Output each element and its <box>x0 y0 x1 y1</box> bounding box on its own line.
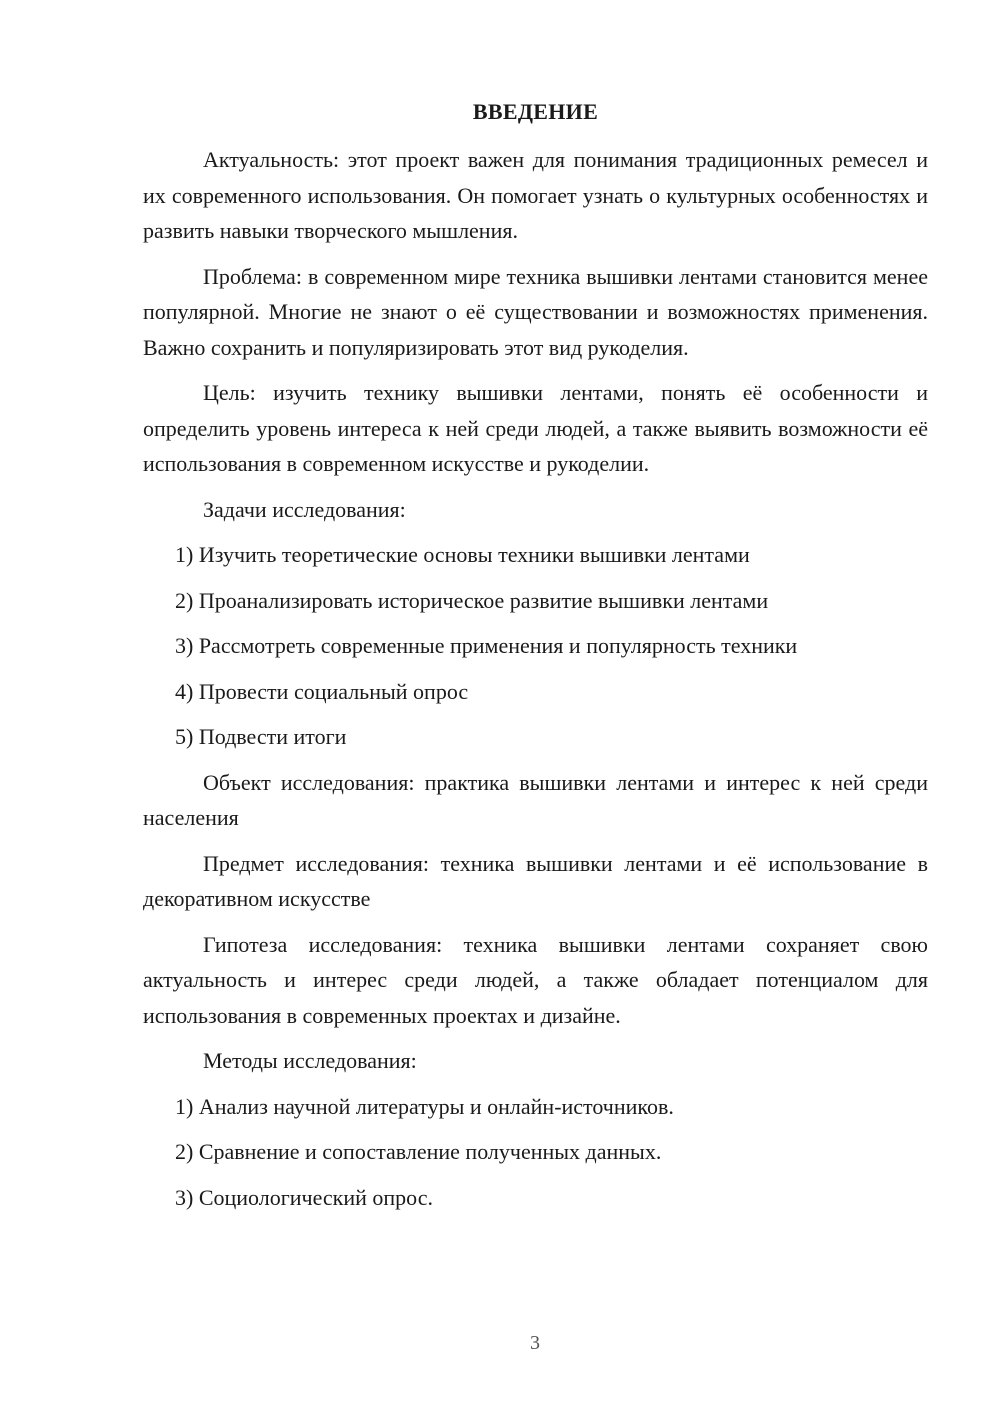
task-item: 5) Подвести итоги <box>175 724 347 749</box>
task-item: 4) Провести социальный опрос <box>175 678 469 704</box>
subject-paragraph: Предмет исследования: техника вышивки лентами и её использование в декоративном искусстве <box>143 850 928 911</box>
methods-label: Методы исследования: <box>203 1048 417 1073</box>
goal-paragraph: Цель: изучить технику вышивки лентами, понять её особенности и определить уровень интереса к ней среди людей, а также выявить возможности её использования в современном искусстве и рукоделии. <box>143 380 928 476</box>
hypothesis-paragraph: Гипотеза исследования: техника вышивки лентами сохраняет свою актуальность и интерес среди людей, а также обладает потенциалом для использования в современных проектах и дизайне. <box>143 931 928 1028</box>
method-item: 3) Социологический опрос. <box>175 1184 433 1210</box>
problem-paragraph: Проблема: в современном мире техника вышивки лентами становится менее популярной. Многие не знают о её существовании и возможностях применения. Важно сохранить и популяризировать этот вид рукоделия. <box>143 263 928 360</box>
page-title: ВВЕДЕНИЕ <box>472 99 599 124</box>
tasks-label: Задачи исследования: <box>203 496 406 522</box>
object-paragraph: Объект исследования: практика вышивки лентами и интерес к ней среди населения <box>143 769 928 830</box>
document-page <box>143 94 928 1225</box>
method-item: 1) Анализ научной литературы и онлайн-источников. <box>175 1093 674 1119</box>
task-item: 1) Изучить теоретические основы техники вышивки лентами <box>175 542 750 567</box>
page-number: 3 <box>530 1332 540 1354</box>
relevance-paragraph: Актуальность: этот проект важен для понимания традиционных ремесел и их современного использования. Он помогает узнать о культурных особенностях и развить навыки творческого мышления. <box>143 147 928 243</box>
task-item: 2) Проанализировать историческое развитие вышивки лентами <box>175 587 769 613</box>
task-item: 3) Рассмотреть современные применения и популярность техники <box>175 633 798 658</box>
method-item: 2) Сравнение и сопоставление полученных данных. <box>175 1139 662 1164</box>
